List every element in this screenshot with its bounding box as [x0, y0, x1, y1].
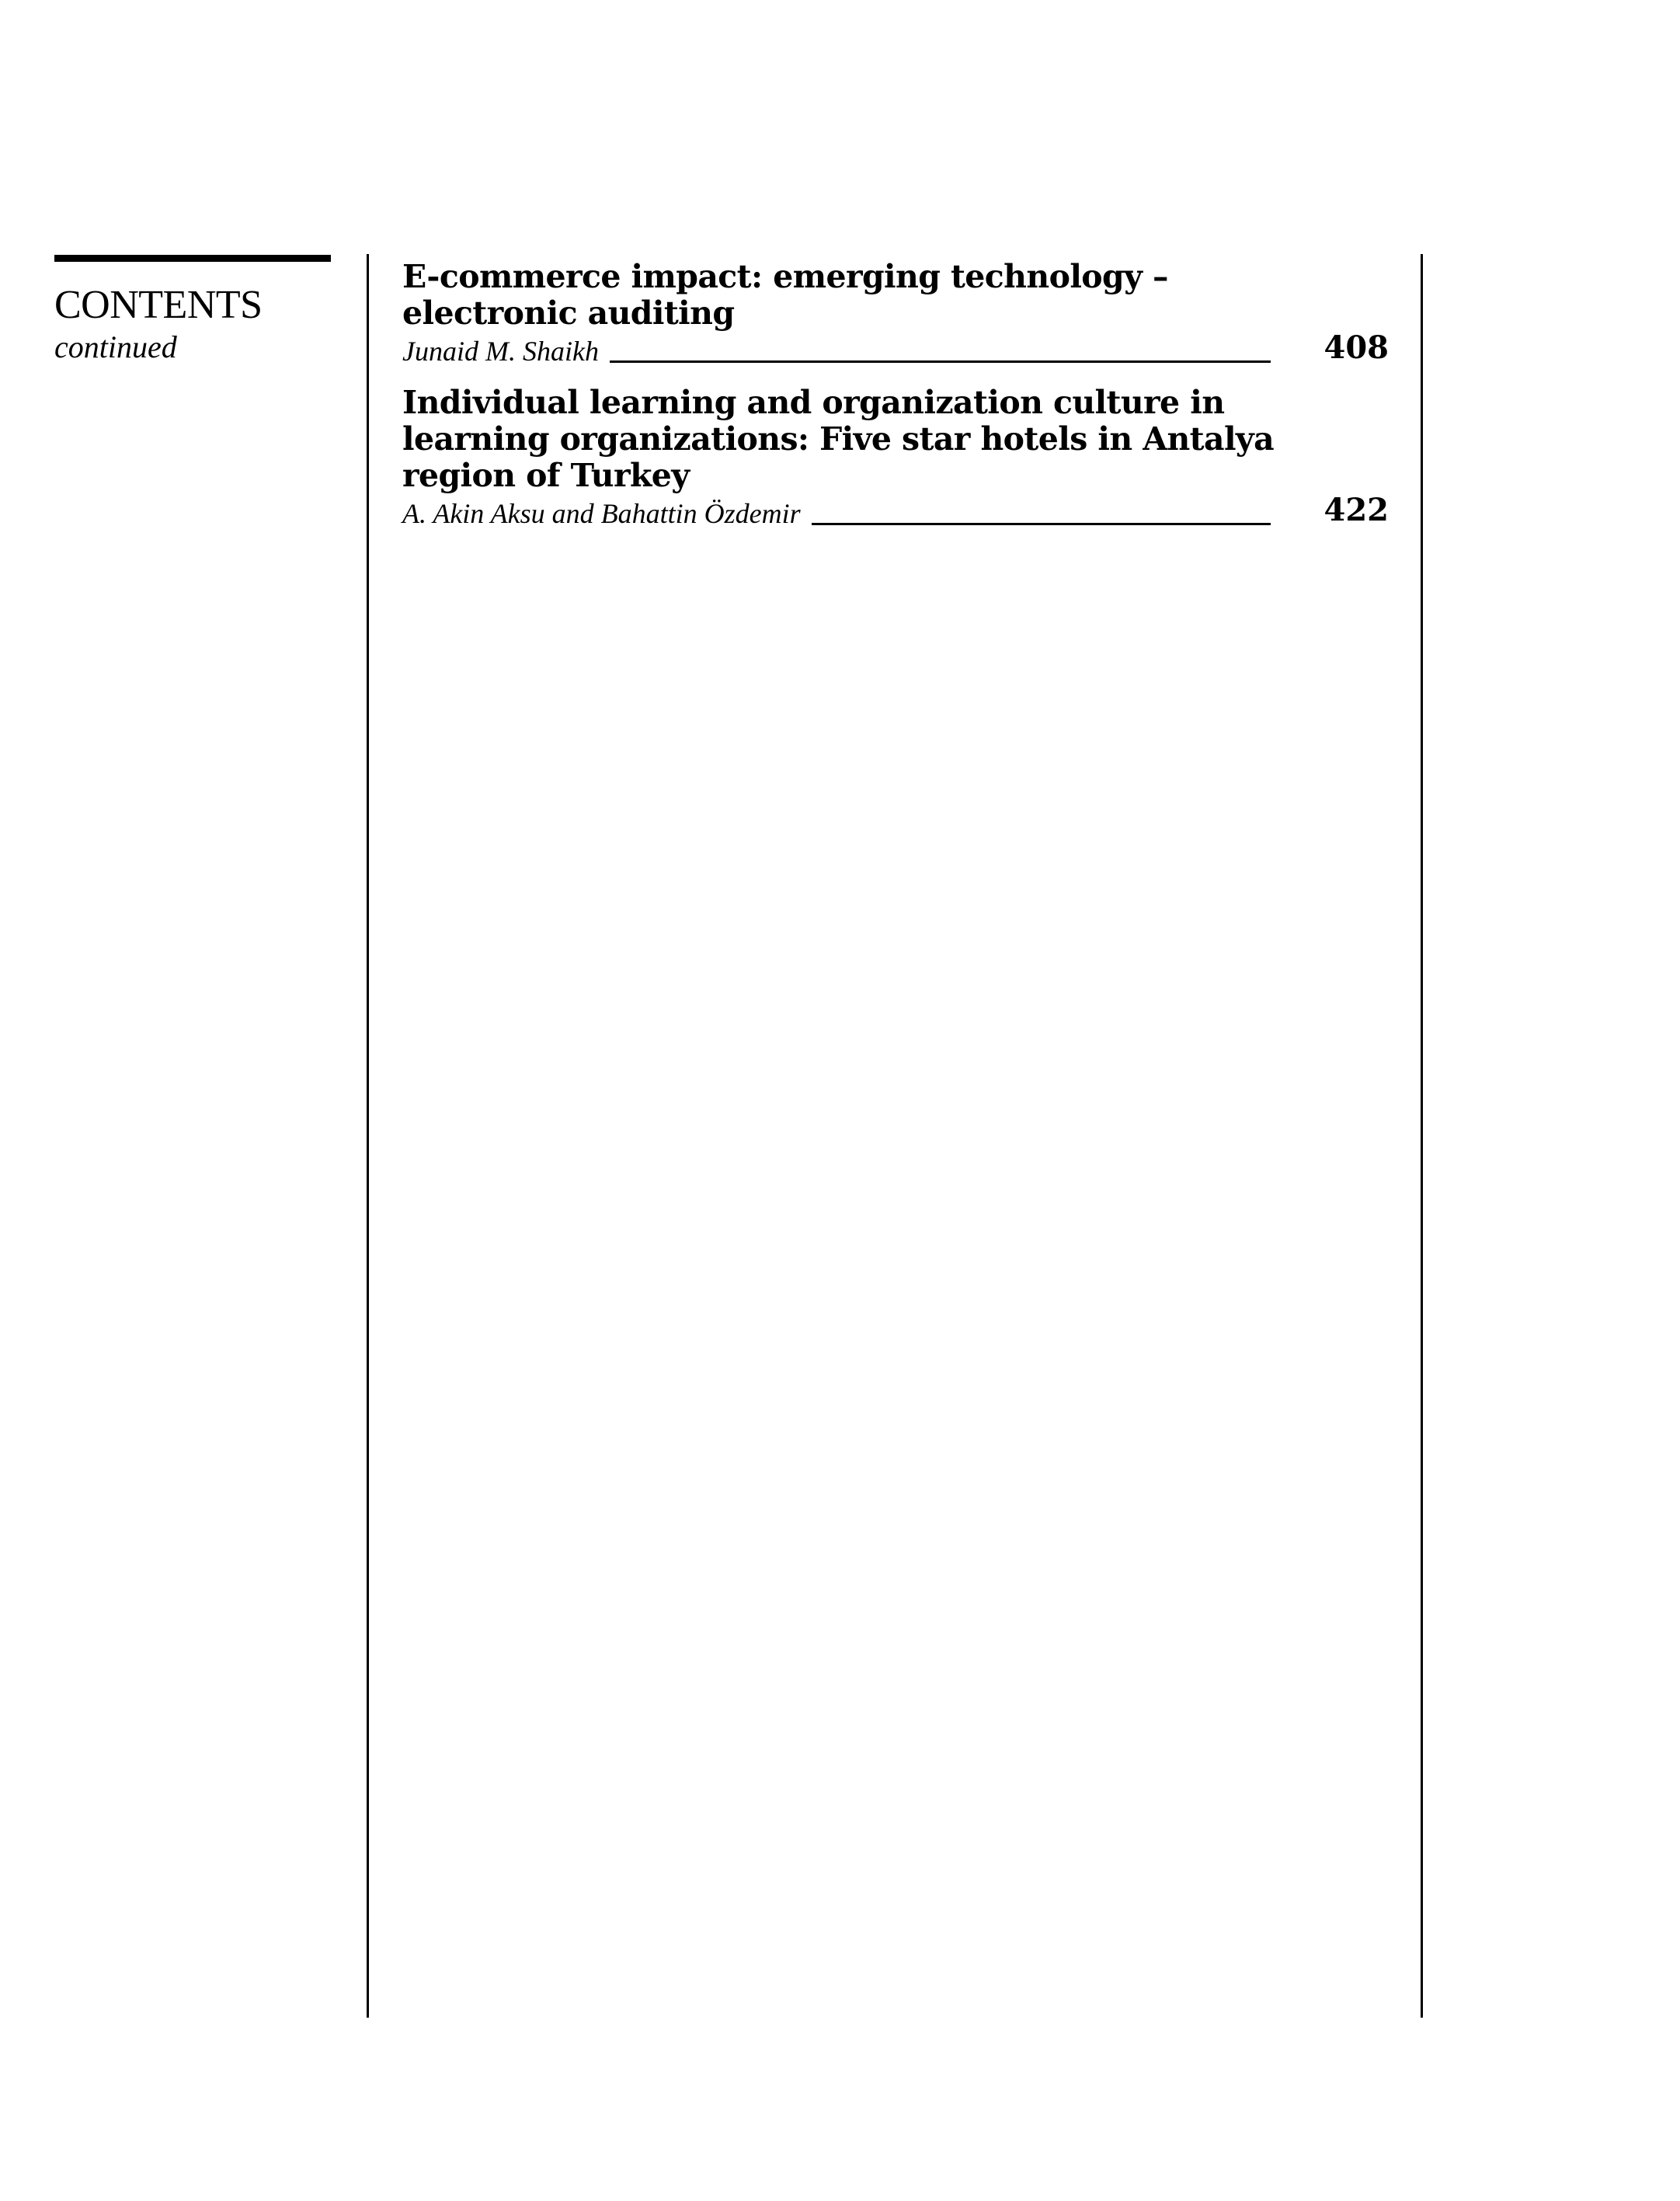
page-number[interactable]: 408 — [1323, 329, 1389, 366]
toc-entry[interactable] — [402, 259, 1389, 367]
article-title[interactable]: E-commerce impact: emerging technology – electronic auditing — [402, 258, 1168, 332]
toc-entries — [402, 259, 1389, 530]
dot-leader — [812, 523, 1271, 525]
author-line — [402, 494, 1271, 530]
contents-subheading: continued — [54, 329, 177, 364]
article-authors: Junaid M. Shaikh — [402, 336, 599, 367]
right-column-rule — [1421, 254, 1423, 2018]
dot-leader — [610, 360, 1271, 363]
heading-rule — [54, 255, 331, 262]
toc-entry[interactable] — [402, 385, 1389, 530]
article-authors: A. Akin Aksu and Bahattin Özdemir — [402, 498, 801, 529]
article-title[interactable]: Individual learning and organization culture in learning organizations: Five star hotels in Antalya region of Turkey — [402, 384, 1275, 494]
page-number[interactable]: 422 — [1323, 492, 1389, 528]
left-column-rule — [367, 254, 369, 2018]
author-line — [402, 332, 1271, 367]
contents-heading: CONTENTS — [54, 283, 263, 327]
